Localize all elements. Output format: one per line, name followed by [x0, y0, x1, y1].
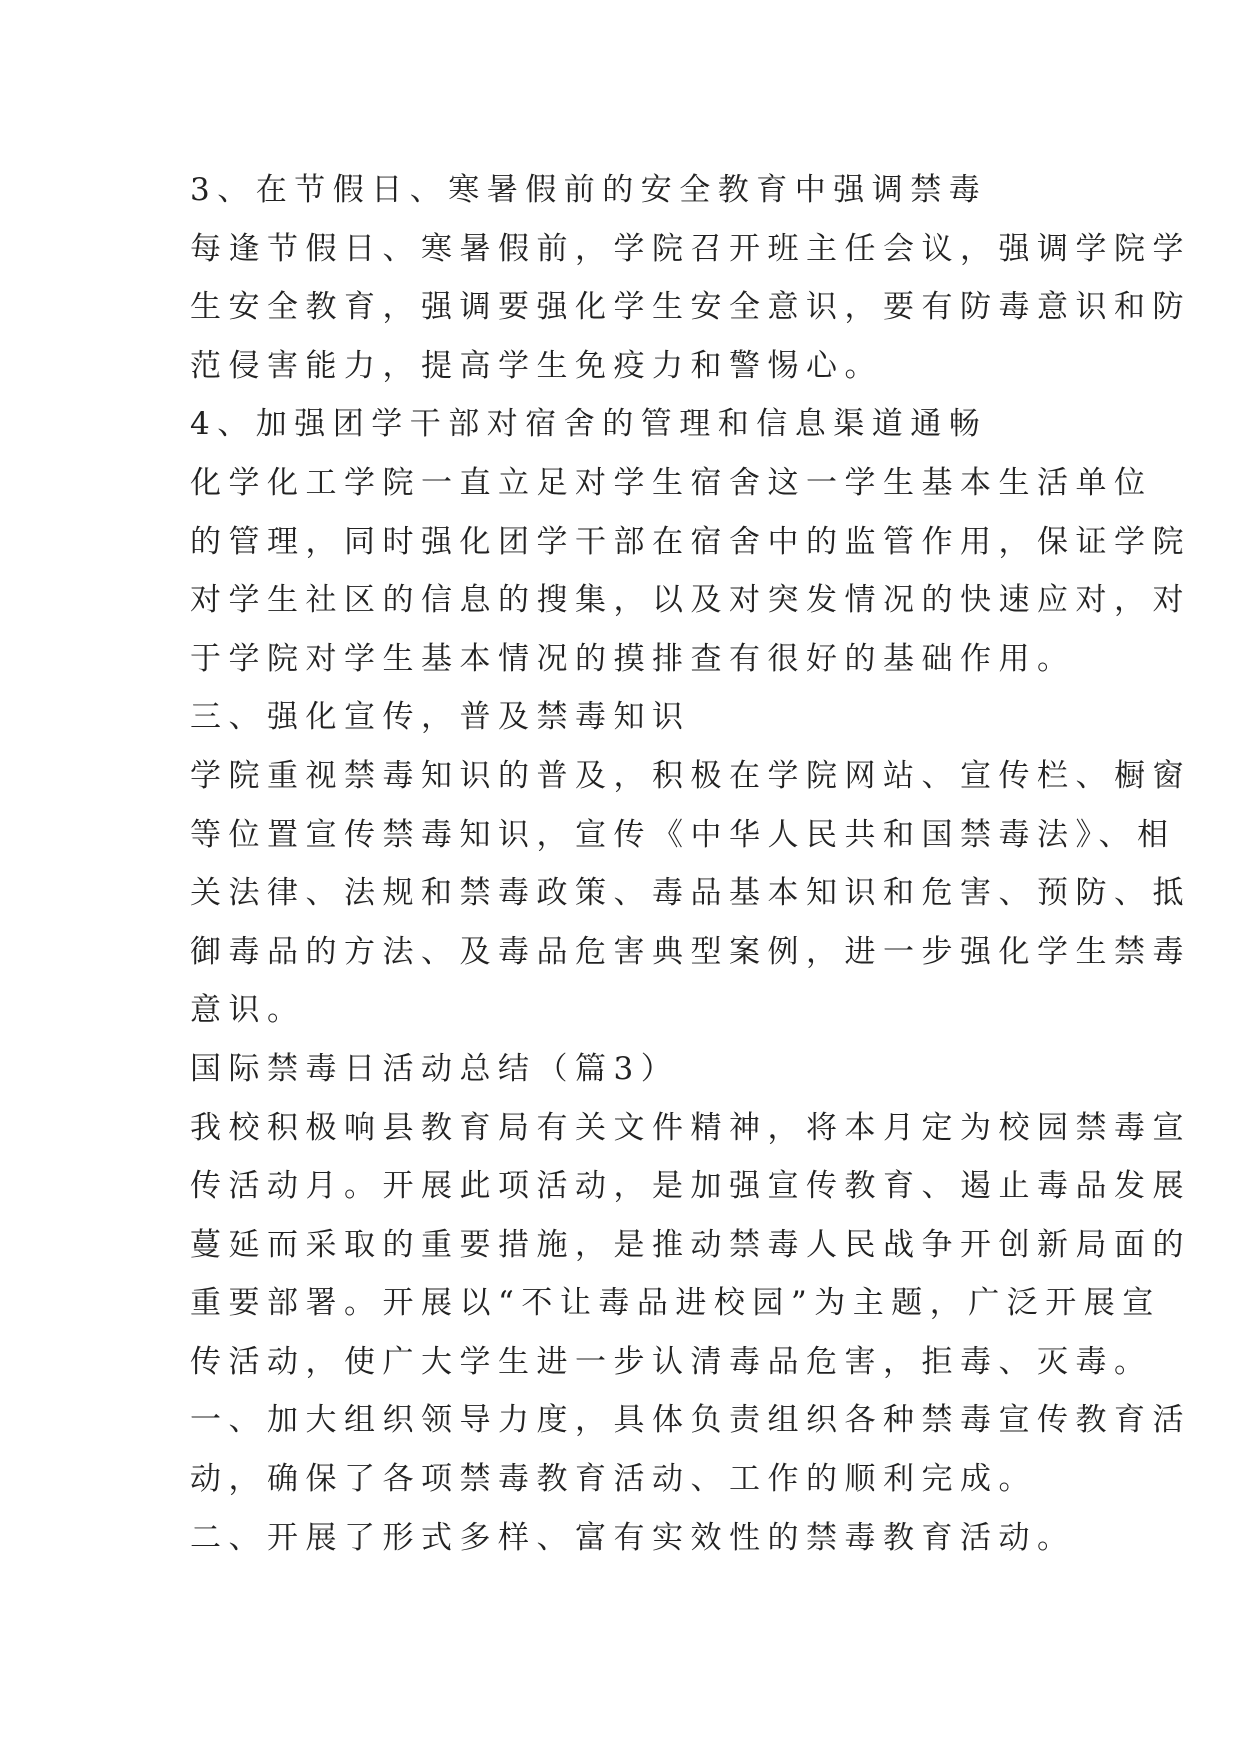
text-line: 重要部署。开展以“不让毒品进校园”为主题，广泛开展宣 — [190, 1285, 1161, 1322]
text-line: 学院重视禁毒知识的普及，积极在学院网站、宣传栏、橱窗 — [190, 757, 1191, 794]
text-line: 范侵害能力，提高学生免疫力和警惕心。 — [190, 347, 883, 384]
text-line: 的管理，同时强化团学干部在宿舍中的监管作用，保证学院 — [190, 523, 1191, 560]
text-line: 传活动月。开展此项活动，是加强宣传教育、遏止毒品发展 — [190, 1168, 1191, 1205]
text-line: 国际禁毒日活动总结（篇3） — [190, 1050, 680, 1087]
text-line: 三、强化宣传，普及禁毒知识 — [190, 699, 691, 736]
text-line: 4、加强团学干部对宿舍的管理和信息渠道通畅 — [190, 406, 988, 443]
text-line: 化学化工学院一直立足对学生宿舍这一学生基本生活单位 — [190, 464, 1153, 501]
text-line: 3、在节假日、寒暑假前的安全教育中强调禁毒 — [190, 172, 988, 208]
document-body — [190, 161, 1191, 1567]
text-line: 一、加大组织领导力度，具体负责组织各种禁毒宣传教育活 — [190, 1402, 1191, 1439]
text-line: 每逢节假日、寒暑假前，学院召开班主任会议，强调学院学 — [190, 230, 1191, 267]
text-line: 等位置宣传禁毒知识，宣传《中华人民共和国禁毒法》、相 — [190, 816, 1176, 853]
text-line: 动，确保了各项禁毒教育活动、工作的顺利完成。 — [190, 1461, 1037, 1498]
text-line: 对学生社区的信息的搜集，以及对突发情况的快速应对，对 — [190, 582, 1191, 619]
text-line: 关法律、法规和禁毒政策、毒品基本知识和危害、预防、抵 — [190, 875, 1191, 912]
text-line: 于学院对学生基本情况的摸排查有很好的基础作用。 — [190, 640, 1076, 677]
text-line: 二、开展了形式多样、富有实效性的禁毒教育活动。 — [190, 1519, 1076, 1556]
text-line: 生安全教育，强调要强化学生安全意识，要有防毒意识和防 — [190, 289, 1191, 326]
text-line: 蔓延而采取的重要措施，是推动禁毒人民战争开创新局面的 — [190, 1226, 1191, 1263]
text-line: 御毒品的方法、及毒品危害典型案例，进一步强化学生禁毒 — [190, 933, 1191, 970]
text-line: 我校积极响县教育局有关文件精神，将本月定为校园禁毒宣 — [190, 1109, 1191, 1146]
text-line: 传活动，使广大学生进一步认清毒品危害，拒毒、灭毒。 — [190, 1343, 1153, 1380]
text-line: 意识。 — [190, 992, 306, 1029]
